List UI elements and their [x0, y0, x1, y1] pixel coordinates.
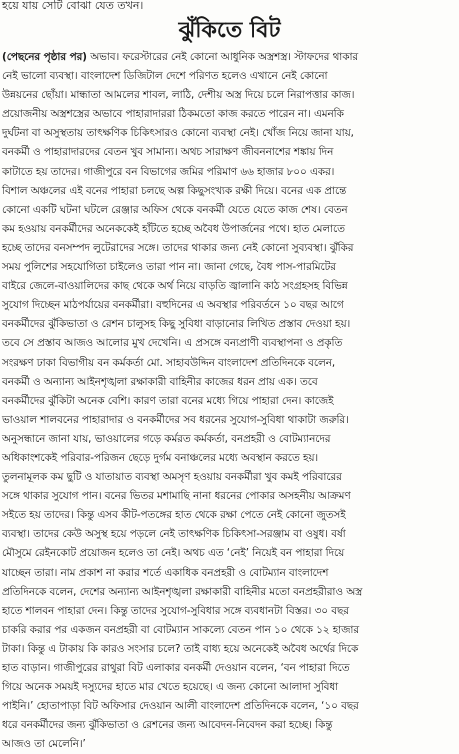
article-line-text: ব্যবস্থা। তাদের কেউ অসুস্থ হয়ে পড়লে নেই তাৎক্ষণিক চিকিৎসা-সরঞ্জাম বা ওষুধ। বর্ষা — [2, 528, 346, 541]
previous-column-fragment: হয়ে যায় সেটি বোঝা যেত তখন। — [2, 0, 144, 12]
article-line-text: মৌসুমে রেইনকোট প্রয়োজন হলেও তা নেই। অথচ এত ‘নেই’ নিয়েই বন পাহারা দিয়ে — [2, 547, 345, 560]
article-line-text: যাচ্ছেন তারা। নাম প্রকাশ না করার শর্তে একাধিক বনপ্রহরী ও বোটম্যান বাংলাদেশ — [2, 566, 329, 579]
article-line-text: অধিকাংশকেই পরিবার-পরিজন ছেড়ে দুর্গম বনাঞ্চলের মধ্যে অবস্থান করতে হয়। — [2, 451, 319, 464]
article-line — [2, 124, 457, 143]
article-line-text: তুলনামূলক কম ছুটি ও যাতায়াত ব্যবস্থা অমসৃণ হওয়ায় বনকর্মীরা খুব কমই পরিবারের — [2, 471, 342, 484]
article-line — [2, 277, 457, 296]
article-line-text: প্রতিদিনকে বলেন, দেশের অন্যান্য আইনশৃঙ্খলা রক্ষাকারী বাহিনীর মতো বনপ্রহরীরাও অস্ত্র — [2, 585, 363, 598]
article-line-text: সংরক্ষণ ঢাকা বিভাগীয় বন কর্মকর্তা মো. সাহাবউদ্দিন বাংলাদেশ প্রতিদিনকে বলেন, — [2, 356, 336, 369]
article-line — [2, 564, 457, 583]
article-line — [2, 67, 457, 86]
article-line — [2, 334, 457, 353]
article-line-text: বনকর্মী ও পাহারাদারদের বেতন খুব সামান্য। অথচ সারাক্ষণ জীবননাশের শঙ্কায় দিন — [2, 146, 334, 159]
article-line — [2, 640, 457, 659]
article-line-text: বিশাল অঞ্চলের এই বনের পাহারা চলছে অল্প কিছুসংখ্যক রক্ষী দিয়ে। বনের এক প্রান্তে — [2, 184, 347, 197]
article-line — [2, 525, 457, 544]
article-line — [2, 735, 457, 754]
article-line — [2, 86, 457, 105]
article-line — [2, 602, 457, 621]
article-line — [2, 449, 457, 468]
article-headline: ঝুঁকিতে বিট — [178, 17, 281, 43]
article-line — [2, 544, 457, 563]
article-line — [2, 411, 457, 430]
article-line — [2, 716, 457, 735]
article-line-text: ধরে বনকর্মীদের জন্য ঝুঁকিভাতা ও রেশনের জন্য আবেদন-নিবেদন করা হচ্ছে। কিন্তু — [2, 719, 333, 732]
article-line-text: দুর্ঘটনা বা অসুস্থতায় তাৎক্ষণিক চিকিৎসারও কোনো ব্যবস্থা নেই। খোঁজ নিয়ে জানা যায়, — [2, 127, 354, 140]
article-line — [2, 621, 457, 640]
article-line — [2, 583, 457, 602]
article-line — [2, 105, 457, 124]
article-line-text: কোনো একটি ঘটনা ঘটলে রেঞ্জার অফিস থেকে বনকর্মী যেতে যেতে কাজ শেষ। বেতন — [2, 203, 348, 216]
article-line-text: বাইরে জেলে-বাওয়ালিদের কাছ থেকে অর্থ নিয়ে বাড়তি জ্বালানি কাঠ সংগ্রহসহ বিভিন্ন — [2, 280, 348, 293]
article-line-text: কম হওয়ায় বনকর্মীদের অনেককেই হাঁটতে হচ্ছে অবৈধ উপার্জনের পথে। হাত মেলাতে — [2, 222, 345, 235]
article-line-text: উন্নয়নের ছোঁয়া। মান্ধাতা আমলের শাবল, লাঠি, দেশীয় অস্ত্র দিয়ে চলে নিরাপত্তার কাজ। — [2, 89, 355, 102]
article-line-text: সময় পুলিশের সহযোগিতা চাইলেও তারা পান না। জানা গেছে, বৈধ পাস-পারমিটের — [2, 261, 336, 274]
article-line — [2, 239, 457, 258]
article-line — [2, 182, 457, 201]
article-line — [2, 163, 457, 182]
article-line — [2, 296, 457, 315]
article-line-text: সইতে হয় তাদের। কিন্তু এসব কীট-পতঙ্গের হাত থেকে রক্ষা পেতে নেই কোনো জুতসই — [2, 509, 346, 522]
article-line — [2, 201, 457, 220]
article-line — [2, 354, 457, 373]
article-line-text: হাতে শালবন পাহারা দেন। কিন্তু তাদের সুযোগ-সুবিধার সঙ্গে ব্যবধানটা বিস্তর। ৩০ বছর — [2, 604, 349, 617]
article-line — [2, 143, 457, 162]
article-line — [2, 220, 457, 239]
article-line-text: চাকরি করার পর একজন বনপ্রহরী বা বোটম্যান সাকল্যে বেতন পান ১০ থেকে ১২ হাজার — [2, 623, 360, 636]
article-line — [2, 506, 457, 525]
article-line-text: বনকর্মী ও অন্যান্য আইনশৃঙ্খলা রক্ষাকারী বাহিনীর কাজের ধরন প্রায় এক। তবে — [2, 375, 318, 388]
article-line-text: সুযোগ দিচ্ছেন মাঠপর্যায়ের বনকর্মীরা। বহুদিনের এ অবস্থার পরিবর্তনে ১০ বছর আগে — [2, 299, 344, 312]
article-line-text: তবে সে প্রস্তাব আজও আলোর মুখ দেখেনি। এ প্রসঙ্গে বন্যপ্রাণী ব্যবস্থাপনা ও প্রকৃতি — [2, 337, 343, 350]
article-line-text: অনুসন্ধানে জানা যায়, ভাওয়ালের গড়ে কর্মরত কর্মকর্তা, বনপ্রহরী ও বোটম্যানদের — [2, 432, 331, 445]
article-line-text: ভাওয়াল শালবনের পাহারাদার ও বনকর্মীদের সব ধরনের সুযোগ-সুবিধা থাকাটা জরুরি। — [2, 413, 349, 426]
article-line-text: বনকর্মীদের ঝুঁকিটা অনেক বেশি। কারণ তারা বনের মধ্যে গিয়ে পাহারা দেন। কাজেই — [2, 394, 334, 407]
article-line-text: কাটাতে হয় তাদের। গাজীপুরে বন বিভাগের জমির পরিমাণ ৬৬ হাজার ৮০০ একর। — [2, 165, 335, 178]
article-line-text: বনকর্মীদের ঝুঁকিভাতা ও রেশন চালুসহ কিছু সুবিধা বাড়ানোর লিখিত প্রস্তাব দেওয়া হয়। — [2, 318, 351, 331]
article-line-text: গিয়ে অনেক সময়ই দস্যুদের হাতে মার খেতে হয়েছে। এ জন্য কোনো আলাদা সুবিধা — [2, 681, 339, 694]
article-line — [2, 697, 457, 716]
article-line-text: সঙ্গে থাকার সুযোগ পান। বনের ভিতর মশামাছি নানা ধরনের পোকার অসহনীয় আক্রমণ — [2, 490, 351, 503]
article-body — [2, 48, 457, 751]
article-line-text: হাত বাড়ান। গাজীপুরের রাথুরা বিট এলাকার বনকর্মী দেওয়ান বলেন, ‘বন পাহারা দিতে — [2, 662, 350, 674]
article-line — [2, 315, 457, 334]
article-line-text: টাকা। কিন্তু এ টাকায় কি কারও সংসার চলে? তাই বাধ্য হয়ে অনেকেই অবৈধ অর্থের দিকে — [2, 642, 359, 655]
article-line — [2, 258, 457, 277]
article-line — [2, 373, 457, 392]
article-line-text: প্রয়োজনীয় অস্ত্রশস্ত্রের অভাবে পাহারাদাররা ঠিকমতো কাজ করতে পারেন না। এমনকি — [2, 108, 344, 121]
article-line — [2, 392, 457, 411]
article-line — [2, 678, 457, 697]
article-line — [2, 659, 457, 678]
article-line-text: নেই ভালো ব্যবস্থা। বাংলাদেশ ডিজিটাল দেশে পরিণত হলেও এখানে নেই কোনো — [2, 70, 328, 83]
article-line — [2, 48, 457, 67]
article-line — [2, 487, 457, 506]
article-line — [2, 468, 457, 487]
article-line-text: অভাব। ফরেস্টারের নেই কোনো আধুনিক অস্ত্রশস্ত্র। স্টাফদের থাকার — [90, 51, 359, 63]
continuation-marker: (পেছনের পৃষ্ঠার পর) — [2, 51, 87, 63]
article-line — [2, 430, 457, 449]
article-line-text: হচ্ছে তাদের বনসম্পদ লুটেরাদের সঙ্গে। তাদের থাকার জন্য নেই কোনো সুব্যবস্থা। ঝুঁকির — [2, 241, 354, 254]
article-line-text: পাইনি।’ হোতাপাড়া বিট অফিসার দেওয়ান আলী বাংলাদেশ প্রতিদিনকে বলেন, ‘১০ বছর — [2, 700, 359, 713]
article-line-text: আজও তা মেলেনি।’ — [2, 738, 86, 751]
